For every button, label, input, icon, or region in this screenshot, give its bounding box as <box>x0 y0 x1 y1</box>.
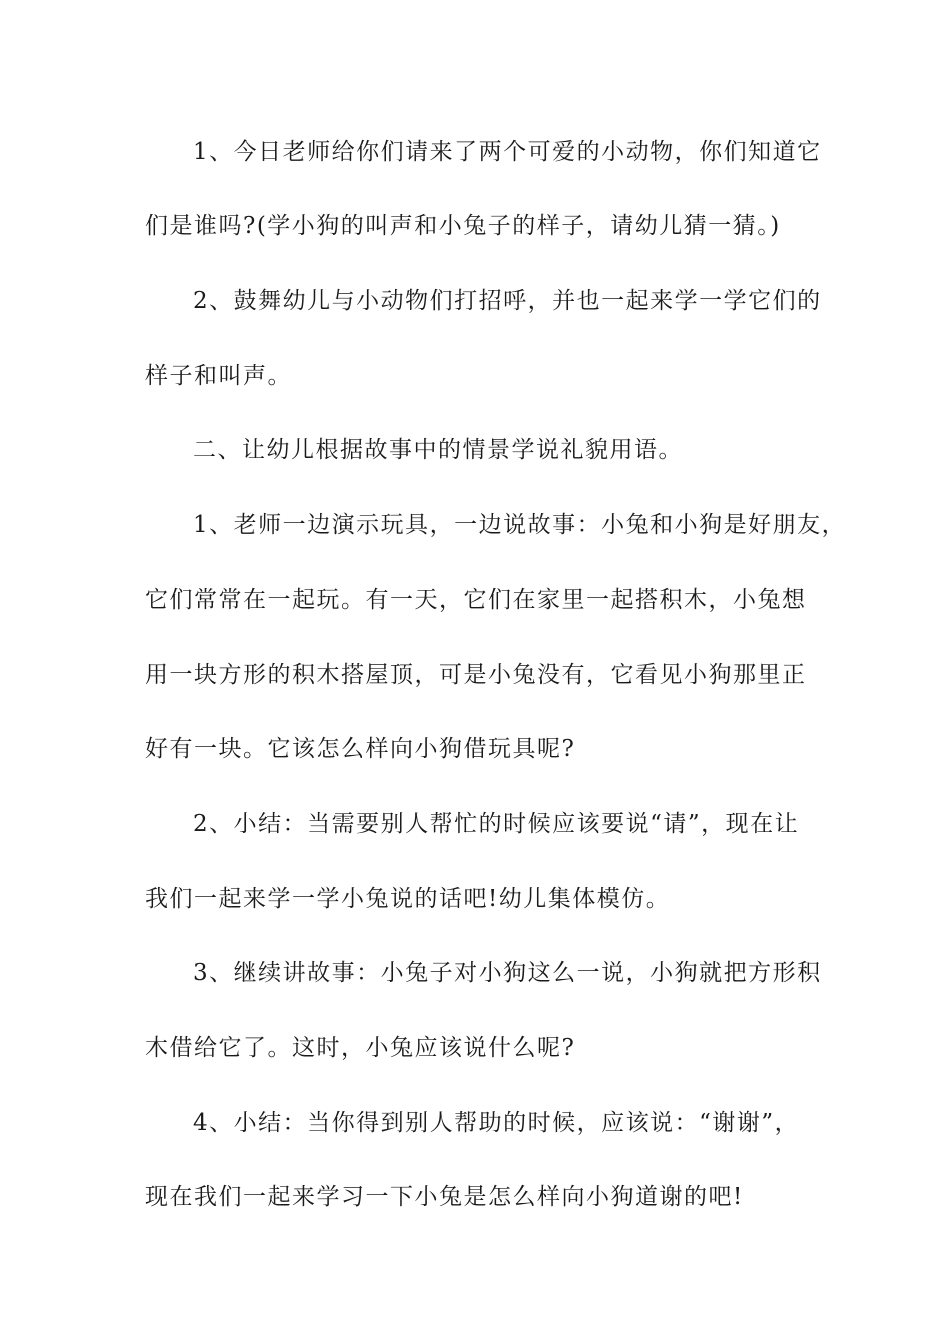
section-heading: 二、让幼儿根据故事中的情景学说礼貌用语。 <box>193 437 683 463</box>
paragraph-line: 我们一起来学一学小兔说的话吧!幼儿集体模仿。 <box>145 886 671 912</box>
paragraph-line: 现在我们一起来学习一下小兔是怎么样向小狗道谢的吧! <box>145 1184 744 1210</box>
paragraph-line: 好有一块。它该怎么样向小狗借玩具呢? <box>145 736 576 762</box>
paragraph-line: 1、今日老师给你们请来了两个可爱的小动物，你们知道它 <box>193 139 822 165</box>
paragraph-line: 1、老师一边演示玩具，一边说故事：小兔和小狗是好朋友， <box>193 512 847 538</box>
paragraph-line: 用一块方形的积木搭屋顶，可是小兔没有，它看见小狗那里正 <box>145 662 807 688</box>
paragraph-line: 2、小结：当需要别人帮忙的时候应该要说“请”，现在让 <box>193 811 800 837</box>
paragraph-line: 木借给它了。这时，小兔应该说什么呢? <box>145 1035 576 1061</box>
paragraph-line: 它们常常在一起玩。有一天，它们在家里一起搭积木，小兔想 <box>145 587 807 613</box>
paragraph-line: 3、继续讲故事：小兔子对小狗这么一说，小狗就把方形积 <box>193 960 822 986</box>
paragraph-line: 们是谁吗?(学小狗的叫声和小兔子的样子，请幼儿猜一猜。) <box>145 213 781 239</box>
paragraph-line: 4、小结：当你得到别人帮助的时候，应该说：“谢谢”， <box>193 1110 800 1136</box>
paragraph-line: 2、鼓舞幼儿与小动物们打招呼，并也一起来学一学它们的 <box>193 288 822 314</box>
paragraph-line: 样子和叫声。 <box>145 363 292 389</box>
